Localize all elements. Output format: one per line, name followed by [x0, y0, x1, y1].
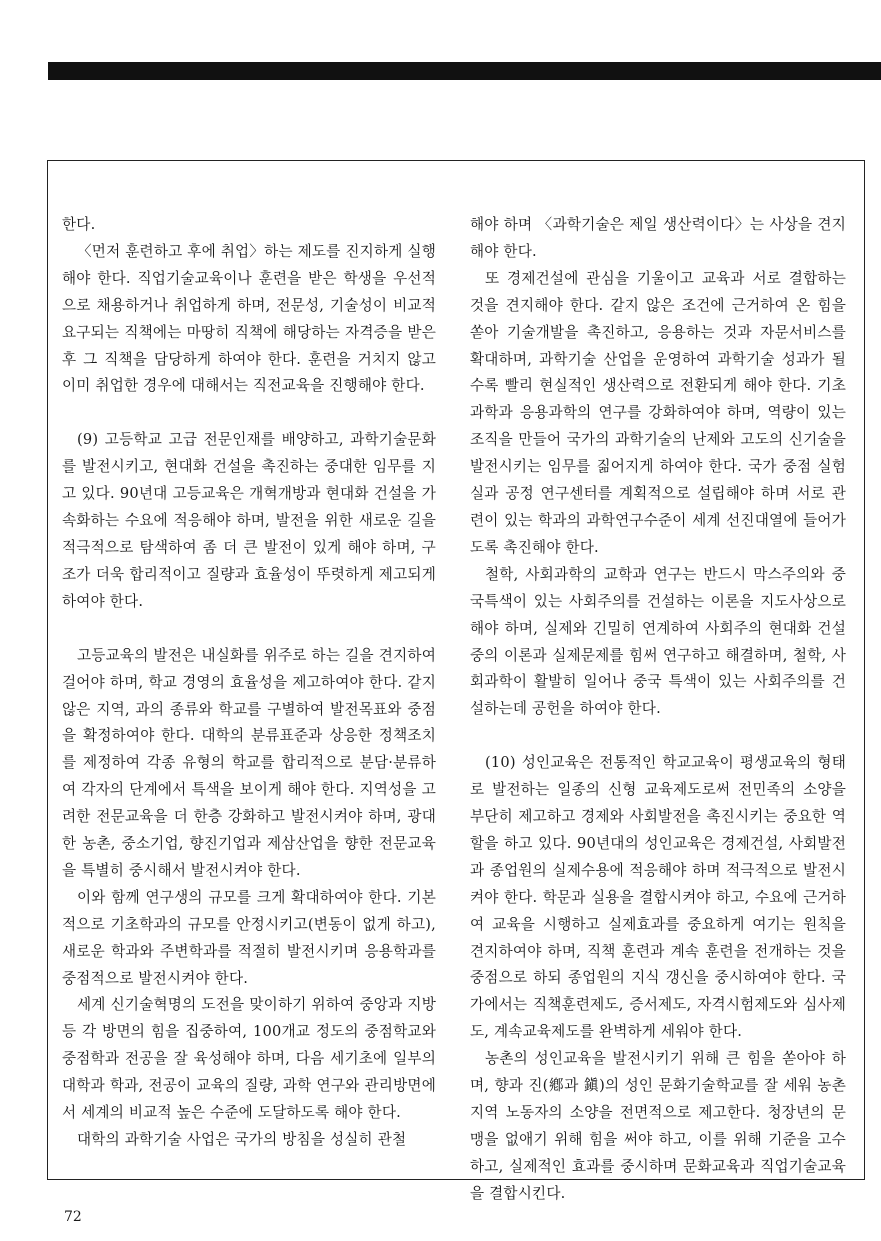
paragraph-gap: [62, 400, 436, 427]
paragraph: 한다.: [62, 216, 96, 233]
paragraph: 고등교육의 발전은 내실화를 위주로 하는 길을 견지하여 걸어야 하며, 학교 경영의 효율성을 제고하여야 한다. 같지 않은 지역, 과의 종류와 학교를 구별하여 발전목표와 중점을 확정하여야 한다. 대학의 분류표준과 상응한 정책조치를 제정하여 각종 유형의 학교를 합리적으로 분담·분류하여 각자의 단계에서 특색을 보이게 해야 한다. 지역성을 고려한 전문교육을 더 한층 강화하고 발전시켜야 하며, 광대한 농촌, 중소기업, 향진기업과 제삼산업을 향한 전문교육을 특별히 중시해서 발전시켜야 한다.: [62, 646, 436, 879]
header-bar: [48, 62, 881, 80]
paragraph: 해야 하며 〈과학기술은 제일 생산력이다〉는 사상을 견지해야 한다.: [470, 216, 846, 260]
paragraph: 철학, 사회과학의 교학과 연구는 반드시 막스주의와 중국특색이 있는 사회주의를 건설하는 이론을 지도사상으로 해야 하며, 실제와 긴밀히 연계하여 사회주의 현대화 건설중의 이론과 실제문제를 힘써 연구하고 해결하며, 철학, 사회과학이 활발히 일어나 중국 특색이 있는 사회주의를 건설하는데 공헌을 하여야 한다.: [470, 565, 846, 718]
paragraph: (9) 고등학교 고급 전문인재를 배양하고, 과학기술문화를 발전시키고, 현대화 건설을 촉진하는 중대한 임무를 지고 있다. 90년대 고등교육은 개혁개방과 현대화 건설을 가속화하는 수요에 적응해야 하며, 발전을 위한 새로운 길을 적극적으로 탐색하여 좀 더 큰 발전이 있게 해야 하며, 구조가 더욱 합리적이고 질량과 효율성이 뚜렷하게 제고되게 하여야 한다.: [62, 431, 436, 610]
paragraph-gap: [62, 616, 436, 643]
paragraph: 또 경제건설에 관심을 기울이고 교육과 서로 결합하는 것을 견지해야 한다. 같지 않은 조건에 근거하여 온 힘을 쏟아 기술개발을 촉진하고, 응용하는 것과 자문서비스를 확대하며, 과학기술 산업을 운영하여 과학기술 성과가 될수록 빨리 현실적인 생산력으로 전환되게 해야 한다. 기초과학과 응용과학의 연구를 강화하여야 하며, 역량이 있는 조직을 만들어 국가의 과학기술의 난제와 고도의 신기술을 발전시키는 임무를 짊어지게 하여야 한다. 국가 중점 실험실과 공정 연구센터를 계획적으로 설립해야 하며 서로 관련이 있는 학과의 과학연구수준이 세계 선진대열에 들어가도록 촉진해야 한다.: [470, 269, 846, 556]
paragraph: 세계 신기술혁명의 도전을 맞이하기 위하여 중앙과 지방 등 각 방면의 힘을 집중하여, 100개교 정도의 중점학교와 중점학과 전공을 잘 육성해야 하며, 다음 세기초에 일부의 대학과 학과, 전공이 교육의 질량, 과학 연구와 관리방면에서 세계의 비교적 높은 수준에 도달하도록 해야 한다.: [62, 996, 436, 1122]
page-number: 72: [64, 1209, 82, 1225]
paragraph: (10) 성인교육은 전통적인 학교교육이 평생교육의 형태로 발전하는 일종의 신형 교육제도로써 전민족의 소양을 부단히 제고하고 경제와 사회발전을 촉진시키는 중요한 역할을 하고 있다. 90년대의 성인교육은 경제건설, 사회발전과 종업원의 실제수용에 적응해야 하며 적극적으로 발전시켜야 한다. 학문과 실용을 결합시켜야 하고, 수요에 근거하여 교육을 시행하고 실제효과를 중요하게 여기는 원칙을 견지하여야 하며, 직책 훈련과 계속 훈련을 전개하는 것을 중점으로 하되 종업원의 지식 갱신을 중시하여야 한다. 국가에서는 직책훈련제도, 증서제도, 자격시험제도와 심사제도, 계속교육제도를 완벽하게 세워야 한다.: [470, 754, 846, 1041]
paragraph-gap: [470, 723, 846, 750]
left-column: [62, 212, 436, 1154]
paragraph: 〈먼저 훈련하고 후에 취업〉하는 제도를 진지하게 실행해야 한다. 직업기술교육이나 훈련을 받은 학생을 우선적으로 채용하거나 취업하게 하며, 전문성, 기술성이 비교적 요구되는 직책에는 마땅히 직책에 해당하는 자격증을 받은 후 그 직책을 담당하게 하여야 한다. 훈련을 거치지 않고 이미 취업한 경우에 대해서는 직전교육을 진행해야 한다.: [62, 242, 436, 395]
paragraph: 농촌의 성인교육을 발전시키기 위해 큰 힘을 쏟아야 하며, 향과 진(鄕과 鎭)의 성인 문화기술학교를 잘 세워 농촌 지역 노동자의 소양을 전면적으로 제고한다. 청장년의 문맹을 없애기 위해 힘을 써야 하고, 이를 위해 기준을 고수하고, 실제적인 효과를 중시하며 문화교육과 직업기술교육을 결합시킨다.: [470, 1050, 846, 1202]
right-column: [470, 212, 846, 1208]
paragraph: 이와 함께 연구생의 규모를 크게 확대하여야 한다. 기본적으로 기초학과의 규모를 안정시키고(변동이 없게 하고), 새로운 학과와 주변학과를 적절히 발전시키며 응용학과를 중점적으로 발전시켜야 한다.: [62, 888, 436, 987]
paragraph: 대학의 과학기술 사업은 국가의 방침을 성실히 관철: [77, 1131, 407, 1148]
